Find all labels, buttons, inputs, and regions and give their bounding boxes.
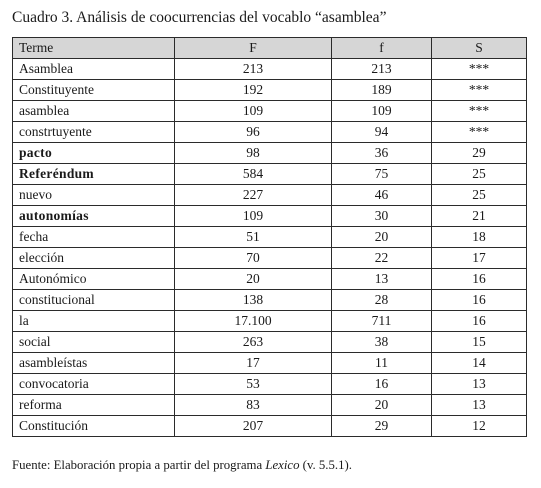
cell-f: 189 <box>332 80 432 101</box>
cell-f: 213 <box>332 59 432 80</box>
cell-F: 109 <box>175 206 332 227</box>
cell-F: 109 <box>175 101 332 122</box>
cell-F: 17 <box>175 353 332 374</box>
cell-f: 29 <box>332 416 432 437</box>
cell-F: 17.100 <box>175 311 332 332</box>
table-body <box>13 59 527 437</box>
cell-S: 14 <box>432 353 527 374</box>
source-suffix: (v. 5.5.1). <box>299 458 352 472</box>
cell-S: 13 <box>432 374 527 395</box>
table-row <box>13 101 527 122</box>
cell-f: 20 <box>332 227 432 248</box>
cell-S: 18 <box>432 227 527 248</box>
cell-f: 75 <box>332 164 432 185</box>
cell-f: 38 <box>332 332 432 353</box>
header-terme: Terme <box>13 38 175 59</box>
cell-f: 22 <box>332 248 432 269</box>
header-F: F <box>175 38 332 59</box>
header-f: f <box>332 38 432 59</box>
cell-F: 98 <box>175 143 332 164</box>
cell-term: Constituyente <box>13 80 175 101</box>
table-row <box>13 248 527 269</box>
cell-S: *** <box>432 59 527 80</box>
cell-term: nuevo <box>13 185 175 206</box>
source-note <box>12 456 352 474</box>
cell-S: 25 <box>432 185 527 206</box>
cell-f: 711 <box>332 311 432 332</box>
table-row <box>13 353 527 374</box>
cell-f: 30 <box>332 206 432 227</box>
cell-term: constrtuyente <box>13 122 175 143</box>
cell-f: 20 <box>332 395 432 416</box>
cell-F: 53 <box>175 374 332 395</box>
cell-S: 13 <box>432 395 527 416</box>
table-row <box>13 416 527 437</box>
table-row <box>13 122 527 143</box>
cell-S: 12 <box>432 416 527 437</box>
cell-F: 227 <box>175 185 332 206</box>
table-row <box>13 185 527 206</box>
cell-F: 51 <box>175 227 332 248</box>
table-row <box>13 164 527 185</box>
table-row <box>13 374 527 395</box>
cell-f: 36 <box>332 143 432 164</box>
cooccurrence-table <box>12 37 527 437</box>
cell-F: 70 <box>175 248 332 269</box>
cell-term: Referéndum <box>13 164 175 185</box>
cell-F: 96 <box>175 122 332 143</box>
cell-F: 192 <box>175 80 332 101</box>
table-row <box>13 227 527 248</box>
cell-F: 207 <box>175 416 332 437</box>
cell-term: fecha <box>13 227 175 248</box>
cell-term: elección <box>13 248 175 269</box>
cell-term: Autonómico <box>13 269 175 290</box>
cell-F: 83 <box>175 395 332 416</box>
table-row <box>13 143 527 164</box>
cell-S: *** <box>432 101 527 122</box>
cell-term: Constitución <box>13 416 175 437</box>
cell-S: *** <box>432 122 527 143</box>
table-row <box>13 311 527 332</box>
cell-S: 25 <box>432 164 527 185</box>
cell-term: convocatoria <box>13 374 175 395</box>
cell-F: 138 <box>175 290 332 311</box>
cell-f: 46 <box>332 185 432 206</box>
cooccurrence-table-container <box>12 37 526 437</box>
table-row <box>13 59 527 80</box>
table-caption: Cuadro 3. Análisis de coocurrencias del vocablo “asamblea” <box>12 9 387 26</box>
cell-term: constitucional <box>13 290 175 311</box>
source-prefix: Fuente: Elaboración propia a partir del programa <box>12 458 266 472</box>
header-row <box>13 38 527 59</box>
cell-f: 109 <box>332 101 432 122</box>
cell-term: la <box>13 311 175 332</box>
cell-f: 94 <box>332 122 432 143</box>
cell-term: autonomías <box>13 206 175 227</box>
cell-F: 20 <box>175 269 332 290</box>
cell-F: 213 <box>175 59 332 80</box>
cell-S: 17 <box>432 248 527 269</box>
cell-S: 16 <box>432 311 527 332</box>
header-S: S <box>432 38 527 59</box>
cell-term: asambleístas <box>13 353 175 374</box>
cell-term: asamblea <box>13 101 175 122</box>
cell-term: Asamblea <box>13 59 175 80</box>
cell-f: 13 <box>332 269 432 290</box>
cell-S: 16 <box>432 290 527 311</box>
source-program: Lexico <box>265 458 300 472</box>
cell-F: 263 <box>175 332 332 353</box>
cell-S: 29 <box>432 143 527 164</box>
table-row <box>13 206 527 227</box>
table-row <box>13 332 527 353</box>
table-row <box>13 80 527 101</box>
table-row <box>13 395 527 416</box>
cell-S: 21 <box>432 206 527 227</box>
cell-S: 16 <box>432 269 527 290</box>
cell-term: social <box>13 332 175 353</box>
cell-term: reforma <box>13 395 175 416</box>
cell-f: 16 <box>332 374 432 395</box>
cell-S: *** <box>432 80 527 101</box>
table-row <box>13 290 527 311</box>
cell-S: 15 <box>432 332 527 353</box>
cell-f: 11 <box>332 353 432 374</box>
cell-F: 584 <box>175 164 332 185</box>
cell-f: 28 <box>332 290 432 311</box>
table-row <box>13 269 527 290</box>
table-header <box>13 38 527 59</box>
cell-term: pacto <box>13 143 175 164</box>
